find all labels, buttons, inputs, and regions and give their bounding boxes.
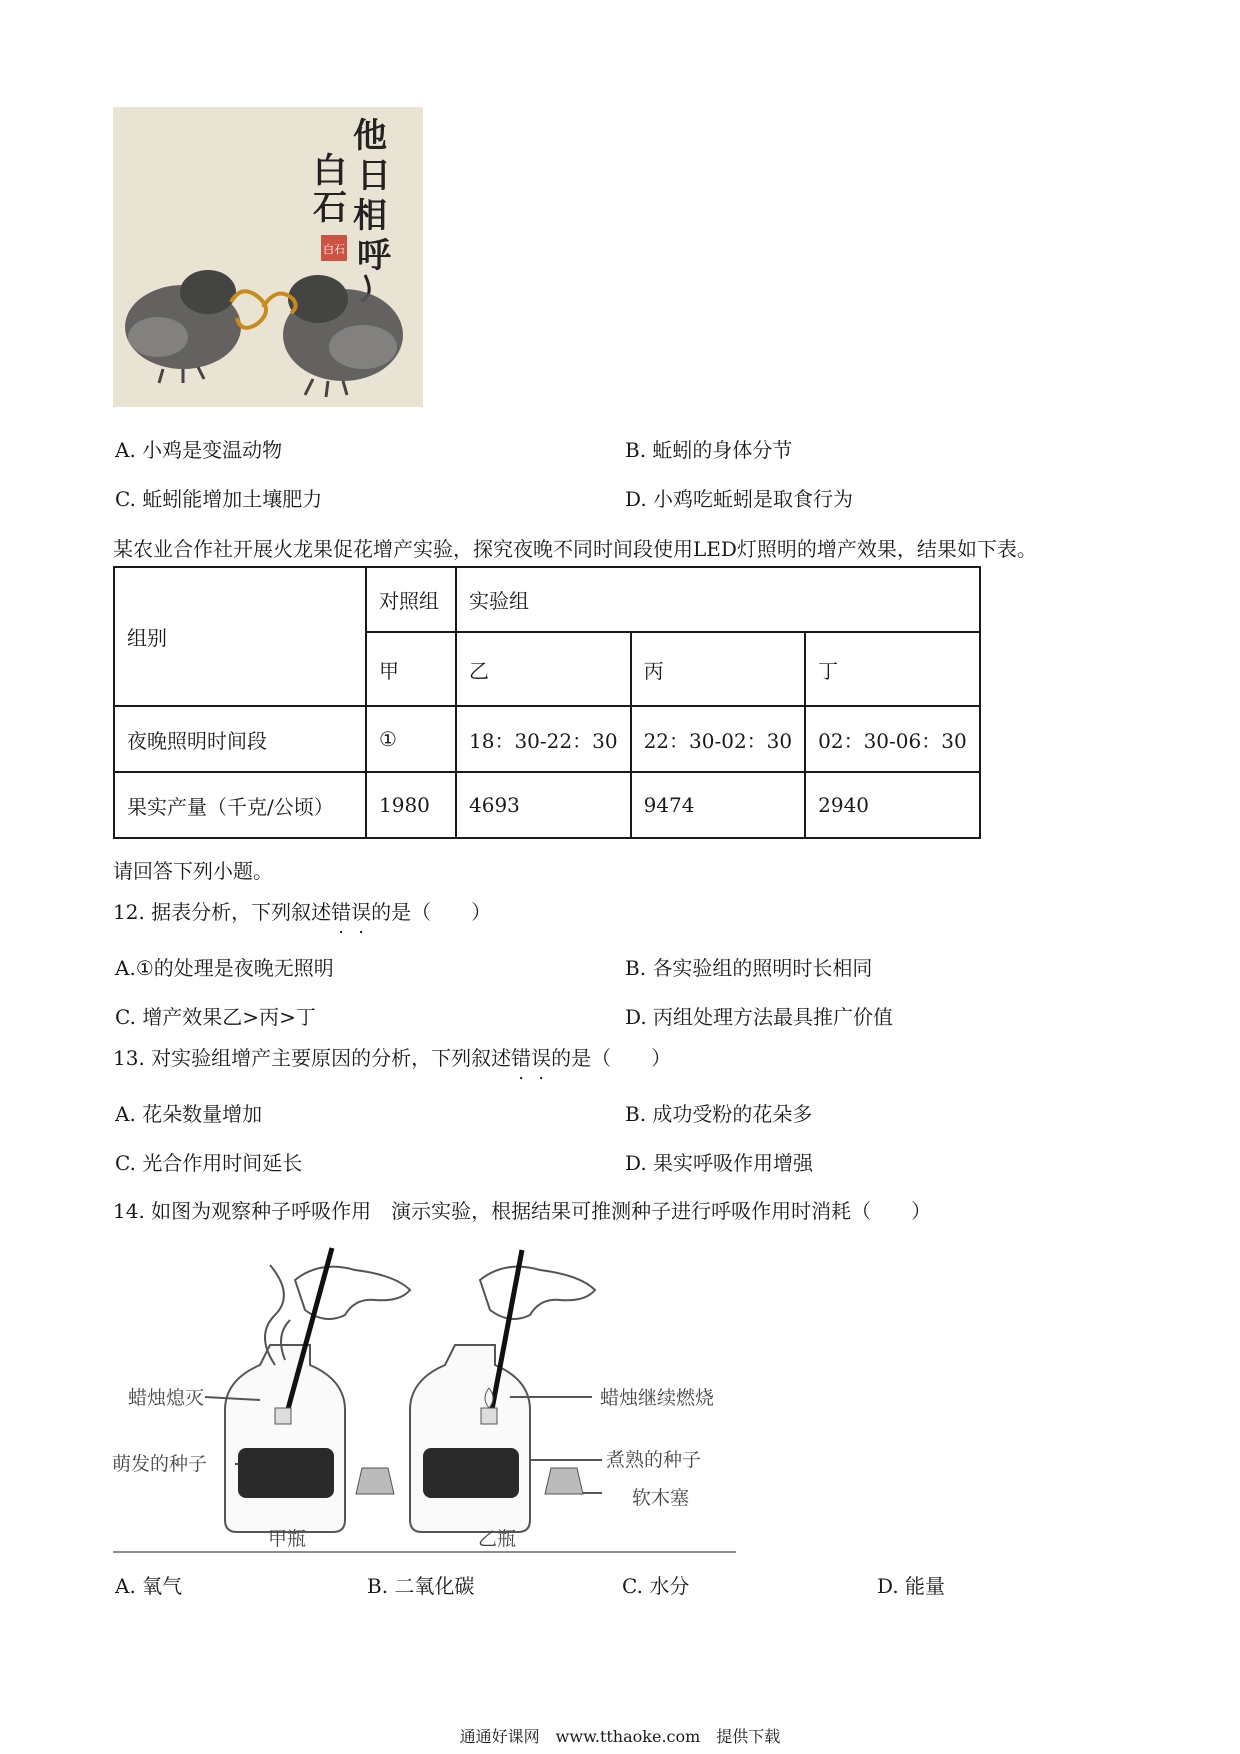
table-row xyxy=(114,706,980,772)
option-text: 丙组处理方法最具推广价值 xyxy=(653,1005,894,1029)
option-label: D. xyxy=(625,487,647,511)
option-text: 花朵数量增加 xyxy=(142,1102,263,1126)
option-label: A. xyxy=(115,1574,136,1598)
seeds-b xyxy=(423,1448,519,1498)
label-bottle-a: 甲瓶 xyxy=(268,1528,307,1550)
bottle-a-outline xyxy=(225,1345,345,1532)
row-label: 果实产量（千克/公顷） xyxy=(114,772,366,838)
answer-prompt: 请回答下列小题。 xyxy=(113,859,273,883)
stem-text: 的是（ ） xyxy=(551,1046,672,1070)
stem-text: 13. 对实验组增产主要原因的分析，下列叙述 xyxy=(113,1046,512,1070)
label-cooked-seeds: 煮熟的种子 xyxy=(606,1449,702,1471)
option-text: 蚯蚓的身体分节 xyxy=(652,438,793,462)
option-label: B. xyxy=(625,956,647,980)
label-sprouted-seeds: 萌发的种子 xyxy=(112,1453,208,1475)
option-text: 蚯蚓能增加土壤肥力 xyxy=(142,487,323,511)
q13-option-c[interactable] xyxy=(115,1147,302,1176)
experiment-intro: 某农业合作社开展火龙果促花增产实验，探究夜晚不同时间段使用LED灯照明的增产效果，结果如下表。 xyxy=(113,537,1037,561)
table-cell: 02：30-06：30 xyxy=(805,706,980,772)
calligraphy-char: 相 xyxy=(353,196,387,236)
q14-option-d[interactable] xyxy=(877,1570,945,1599)
group-name: 乙 xyxy=(456,632,631,706)
option-label: B. xyxy=(367,1574,389,1598)
q14-option-b[interactable] xyxy=(367,1570,474,1599)
page-footer: 通通好课网 www.tthaoke.com 提供下载 xyxy=(459,1727,781,1746)
group-name: 甲 xyxy=(366,632,456,706)
option-text: 各实验组的照明时长相同 xyxy=(652,956,873,980)
cork-a xyxy=(356,1468,394,1494)
q12-option-a[interactable] xyxy=(115,952,334,981)
table-row xyxy=(114,772,980,838)
seed-respiration-figure xyxy=(110,1240,750,1560)
row-label: 夜晚照明时间段 xyxy=(114,706,366,772)
stem-text: 的是（ ） xyxy=(371,900,492,924)
emphasis-char: 误 xyxy=(351,900,372,924)
option-label: A. xyxy=(115,438,136,462)
emphasis-char: 错 xyxy=(331,900,352,924)
table-cell: 9474 xyxy=(631,772,806,838)
bottle-b-outline xyxy=(410,1345,530,1532)
candle-a xyxy=(275,1408,291,1424)
option-text: 小鸡是变温动物 xyxy=(142,438,283,462)
option-label: D. xyxy=(625,1151,647,1175)
q14-option-c[interactable] xyxy=(622,1570,689,1599)
table-cell: 22：30-02：30 xyxy=(631,706,806,772)
option-text: 果实呼吸作用增强 xyxy=(653,1151,814,1175)
table-cell: 1980 xyxy=(366,772,456,838)
q12-stem xyxy=(113,896,491,925)
label-cork: 软木塞 xyxy=(632,1487,690,1509)
table-cell: ① xyxy=(366,706,456,772)
option-text: 二氧化碳 xyxy=(394,1574,475,1598)
option-text: 水分 xyxy=(649,1574,690,1598)
signature-char: 石 xyxy=(313,188,347,228)
q11-option-c[interactable] xyxy=(115,483,322,512)
q12-option-c[interactable] xyxy=(115,1001,316,1030)
group-name: 丙 xyxy=(631,632,806,706)
experimental-header: 实验组 xyxy=(456,567,980,632)
group-name: 丁 xyxy=(805,632,980,706)
option-text: 氧气 xyxy=(142,1574,183,1598)
seal-text: 白石 xyxy=(323,243,345,256)
label-bottle-b: 乙瓶 xyxy=(478,1528,517,1550)
option-label: C. xyxy=(115,1005,136,1029)
q11-option-a[interactable] xyxy=(115,434,282,463)
cork-b xyxy=(545,1468,583,1494)
q13-option-b[interactable] xyxy=(625,1098,812,1127)
table-cell: 18：30-22：30 xyxy=(456,706,631,772)
q13-stem xyxy=(113,1042,671,1071)
chicks-painting xyxy=(113,107,423,407)
seeds-a xyxy=(238,1448,334,1498)
stem-text: 12. 据表分析，下列叙述 xyxy=(113,900,332,924)
option-label: A. xyxy=(115,956,136,980)
calligraphy-char: 呼 xyxy=(357,236,391,276)
table-cell: 2940 xyxy=(805,772,980,838)
option-text: 光合作用时间延长 xyxy=(142,1151,303,1175)
option-label: C. xyxy=(622,1574,643,1598)
signature-char: 白 xyxy=(313,151,347,191)
calligraphy-char: 日 xyxy=(357,156,391,196)
q13-option-d[interactable] xyxy=(625,1147,813,1176)
option-text: 成功受粉的花朵多 xyxy=(652,1102,813,1126)
q14-option-a[interactable] xyxy=(115,1570,182,1599)
option-text: 小鸡吃蚯蚓是取食行为 xyxy=(653,487,854,511)
hand-b xyxy=(480,1267,595,1319)
q14-stem: 14. 如图为观察种子呼吸作用 演示实验，根据结果可推测种子进行呼吸作用时消耗（ ） xyxy=(113,1199,932,1223)
option-label: D. xyxy=(877,1574,899,1598)
q12-option-d[interactable] xyxy=(625,1001,893,1030)
emphasis-char: 错 xyxy=(511,1046,532,1070)
table-cell: 4693 xyxy=(456,772,631,838)
option-label: A. xyxy=(115,1102,136,1126)
option-label: D. xyxy=(625,1005,647,1029)
option-label: B. xyxy=(625,1102,647,1126)
option-text: 能量 xyxy=(905,1574,946,1598)
results-table xyxy=(113,566,981,839)
option-text: 增产效果乙>丙>丁 xyxy=(142,1005,316,1029)
q13-option-a[interactable] xyxy=(115,1098,262,1127)
option-text: ①的处理是夜晚无照明 xyxy=(135,956,334,980)
label-candle-burning: 蜡烛继续燃烧 xyxy=(600,1387,715,1409)
group-header: 组别 xyxy=(114,567,366,706)
q11-option-b[interactable] xyxy=(625,434,792,463)
option-label: C. xyxy=(115,1151,136,1175)
option-label: C. xyxy=(115,487,136,511)
option-label: B. xyxy=(625,438,647,462)
q12-option-b[interactable] xyxy=(625,952,872,981)
control-header: 对照组 xyxy=(366,567,456,632)
calligraphy-char: 他 xyxy=(353,116,387,156)
emphasis-char: 误 xyxy=(531,1046,552,1070)
q11-option-d[interactable] xyxy=(625,483,853,512)
label-candle-out: 蜡烛熄灭 xyxy=(128,1387,205,1409)
candle-b xyxy=(481,1408,497,1424)
